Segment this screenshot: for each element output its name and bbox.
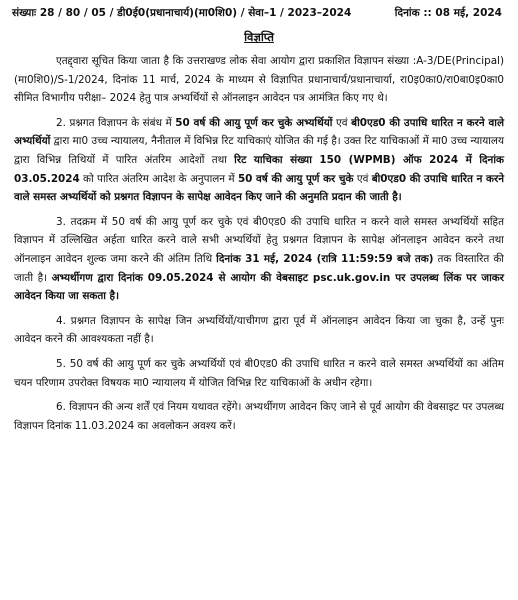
paragraph-1-segment: एतद्द्वारा सूचित किया जाता है कि उत्तराखण्ड लोक सेवा आयोग द्वारा प्रकाशित विज्ञापन संख्या :A-3/DE(Principal)(मा0शि0)/S-1/2024, दिनांक 11 मार्च, 2024 के माध्यम से विज्ञापित प्रधानाचार्य/प्रधानाचार्या, रा0इ0का0/रा0बा0इ0का0 सीमित विभागीय परीक्षा– 2024 हेतु पात्र अभ्यर्थियों से ऑनलाइन आवेदन पत्र आमंत्रित किए गए थे। (14, 55, 504, 105)
paragraph-6-segment: 6. विज्ञापन की अन्य शर्तें एवं नियम यथावत रहेंगे। अभ्यर्थीगण आवेदन किए जाने से पूर्व आयोग की वेबसाइट पर उपलब्ध विज्ञापन दिनांक 11.03.2024 का अवलोकन अवश्य करें। (14, 401, 504, 432)
reference-number: संख्याः 28 / 80 / 05 / डी0ई0(प्रधानाचार्य)(मा0शि0) / सेवा–1 / 2023–2024 (12, 7, 352, 19)
paragraph-2-segment: 50 वर्ष की आयु पूर्ण कर चुके (237, 172, 354, 185)
notice-title: विज्ञप्ति (244, 30, 274, 44)
paragraph-2-segment: 50 वर्ष की आयु पूर्ण कर चुके अभ्यर्थियों (175, 116, 333, 129)
paragraph-2-segment: एवं (353, 172, 372, 185)
paragraph-2-segment: 2. प्रश्नगत विज्ञापन के संबंध में (56, 116, 176, 129)
paragraph-3 (14, 213, 504, 306)
paragraph-2-segment: एवं (332, 116, 352, 129)
paragraph-2-segment: बी0एड0 की उपाधि धारित न करने वाले अभ्यर्थियों (14, 116, 504, 148)
paragraph-2 (14, 114, 504, 207)
paragraph-6 (14, 398, 504, 435)
notice-date (395, 6, 502, 20)
paragraph-3-segment: 3. तदक्रम में 50 वर्ष की आयु पूर्ण कर चुके एवं बी0एड0 की उपाधि धारित न करने वाले समस्त अभ्यर्थियों सहित विज्ञापन में उल्लिखित अर्हता धारित करने वाले सभी अभ्यर्थियों हेतु प्रश्नगत विज्ञापन के सापेक्ष ऑनलाइन आवेदन करने तथा ऑनलाइन आवेदन शुल्क जमा करने की अंतिम तिथि (14, 215, 504, 265)
date-value: 08 मई, 2024 (435, 7, 502, 19)
paragraph-2-segment: रिट याचिका संख्या 150 (WPMB) ऑफ 2024 में दिनांक 03.05.2024 (14, 153, 504, 185)
paragraph-5 (14, 355, 504, 392)
paragraph-4-segment: 4. प्रश्नगत विज्ञापन के सापेक्ष जिन अभ्यर्थियों/याचीगण द्वारा पूर्व में ऑनलाइन आवेदन किया जा चुका है, उन्हें पुनः आवेदन करने की आवश्यकता नहीं है। (14, 314, 504, 346)
paragraph-2-segment: को पारित अंतरिम आदेश के अनुपालन में (79, 172, 238, 185)
notice-body (14, 52, 504, 441)
paragraph-3-segment: दिनांक 31 मई, 2024 (216, 252, 313, 265)
paragraph-4 (14, 312, 504, 349)
paragraph-3-segment: तक विस्तारित की जाती है। (14, 252, 504, 284)
paragraph-2-segment: बी0एड0 की उपाधि धारित न करने वाले समस्त अभ्यर्थियों को प्रश्नगत विज्ञापन के सापेक्ष आवेदन किए जाने की अनुमति प्रदान की जाती है। (14, 172, 504, 204)
date-label: दिनांक :: (394, 7, 432, 19)
paragraph-3-segment: (रात्रि 11:59:59 बजे तक) (312, 252, 434, 265)
paragraph-5-segment: 5. 50 वर्ष की आयु पूर्ण कर चुके अभ्यर्थियों एवं बी0एड0 की उपाधि धारित न करने वाले समस्त अभ्यर्थियों का अंतिम चयन परिणाम उपरोक्त विषयक मा0 न्यायालय में योजित विभिन्न रिट याचिकाओं के अधीन रहेगा। (14, 357, 504, 389)
paragraph-1 (14, 52, 504, 108)
paragraph-2-segment: द्वारा मा0 उच्च न्यायालय, नैनीताल में विभिन्न रिट याचिकाएं योजित की गई है। उक्त रिट याचिकाओं में मा0 उच्च न्यायालय द्वारा विभिन्न तिथियों में पारित अंतरिम आदेशों तथा (14, 135, 504, 166)
paragraph-3-segment: अभ्यर्थीगण द्वारा दिनांक 09.05.2024 से आयोग की वेबसाइट psc.uk.gov.in पर उपलब्ध लिंक पर जाकर आवेदन किया जा सकता है। (14, 271, 504, 303)
